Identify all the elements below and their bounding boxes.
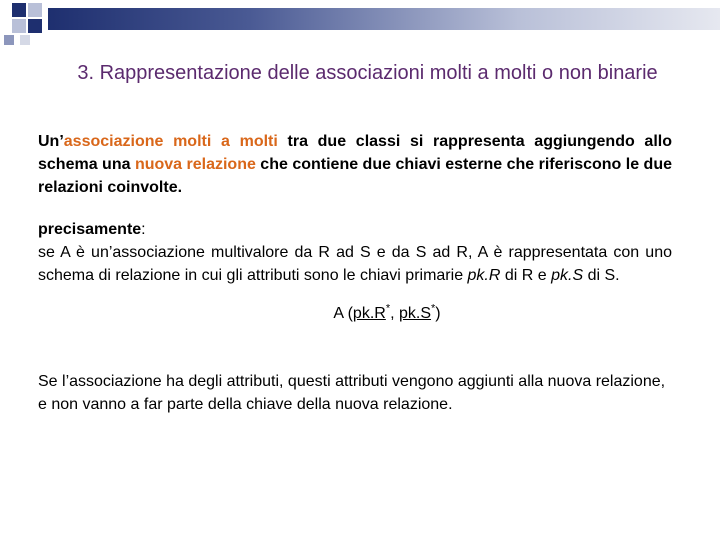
text: : [141, 221, 146, 238]
text: che contiene due chiavi esterne che riferiscono le due relazioni coinvolte. [38, 156, 672, 196]
text: di R e [500, 267, 552, 284]
text: , [390, 305, 399, 322]
decor-square [28, 19, 42, 33]
star: * [431, 302, 436, 315]
text: ) [435, 305, 441, 322]
text: tra due classi si rappresenta aggiungendo allo schema una [38, 133, 672, 173]
paragraph-intro [38, 130, 672, 199]
decor-square [12, 3, 26, 17]
text: di S. [583, 267, 620, 284]
highlight-new-relation: nuova relazione [134, 156, 256, 173]
decor-square [4, 35, 14, 45]
slide-title: 3. Rappresentazione delle associazioni molti a molti o non binarie [77, 62, 658, 84]
header-gradient-bar [48, 8, 720, 30]
formula-key-pkR: pk.R [352, 305, 386, 322]
key-pkS: pk.S [551, 267, 584, 284]
label-precisamente: precisamente [38, 221, 142, 238]
formula-key-pkS: pk.S [399, 305, 432, 322]
key-pkR: pk.R [467, 267, 501, 284]
paragraph-precisely [38, 218, 672, 287]
decor-square [28, 3, 42, 17]
highlight-many-to-many: associazione molti a molti [63, 133, 278, 150]
relation-schema-formula [0, 302, 720, 323]
text: Un’ [38, 133, 64, 150]
star: * [385, 302, 391, 315]
text: se A è un’associazione multivalore da R ad S e da S ad R, A è rappresentata con uno schema di relazione in cui gli attributi sono le chiavi primarie [38, 244, 672, 284]
decor-square [12, 19, 26, 33]
paragraph-attributes: Se l’associazione ha degli attributi, questi attributi vengono aggiunti alla nuova relazione, e non vanno a far parte della chiave della nuova relazione. [38, 373, 666, 413]
text: A ( [333, 305, 353, 322]
decor-square [20, 35, 30, 45]
